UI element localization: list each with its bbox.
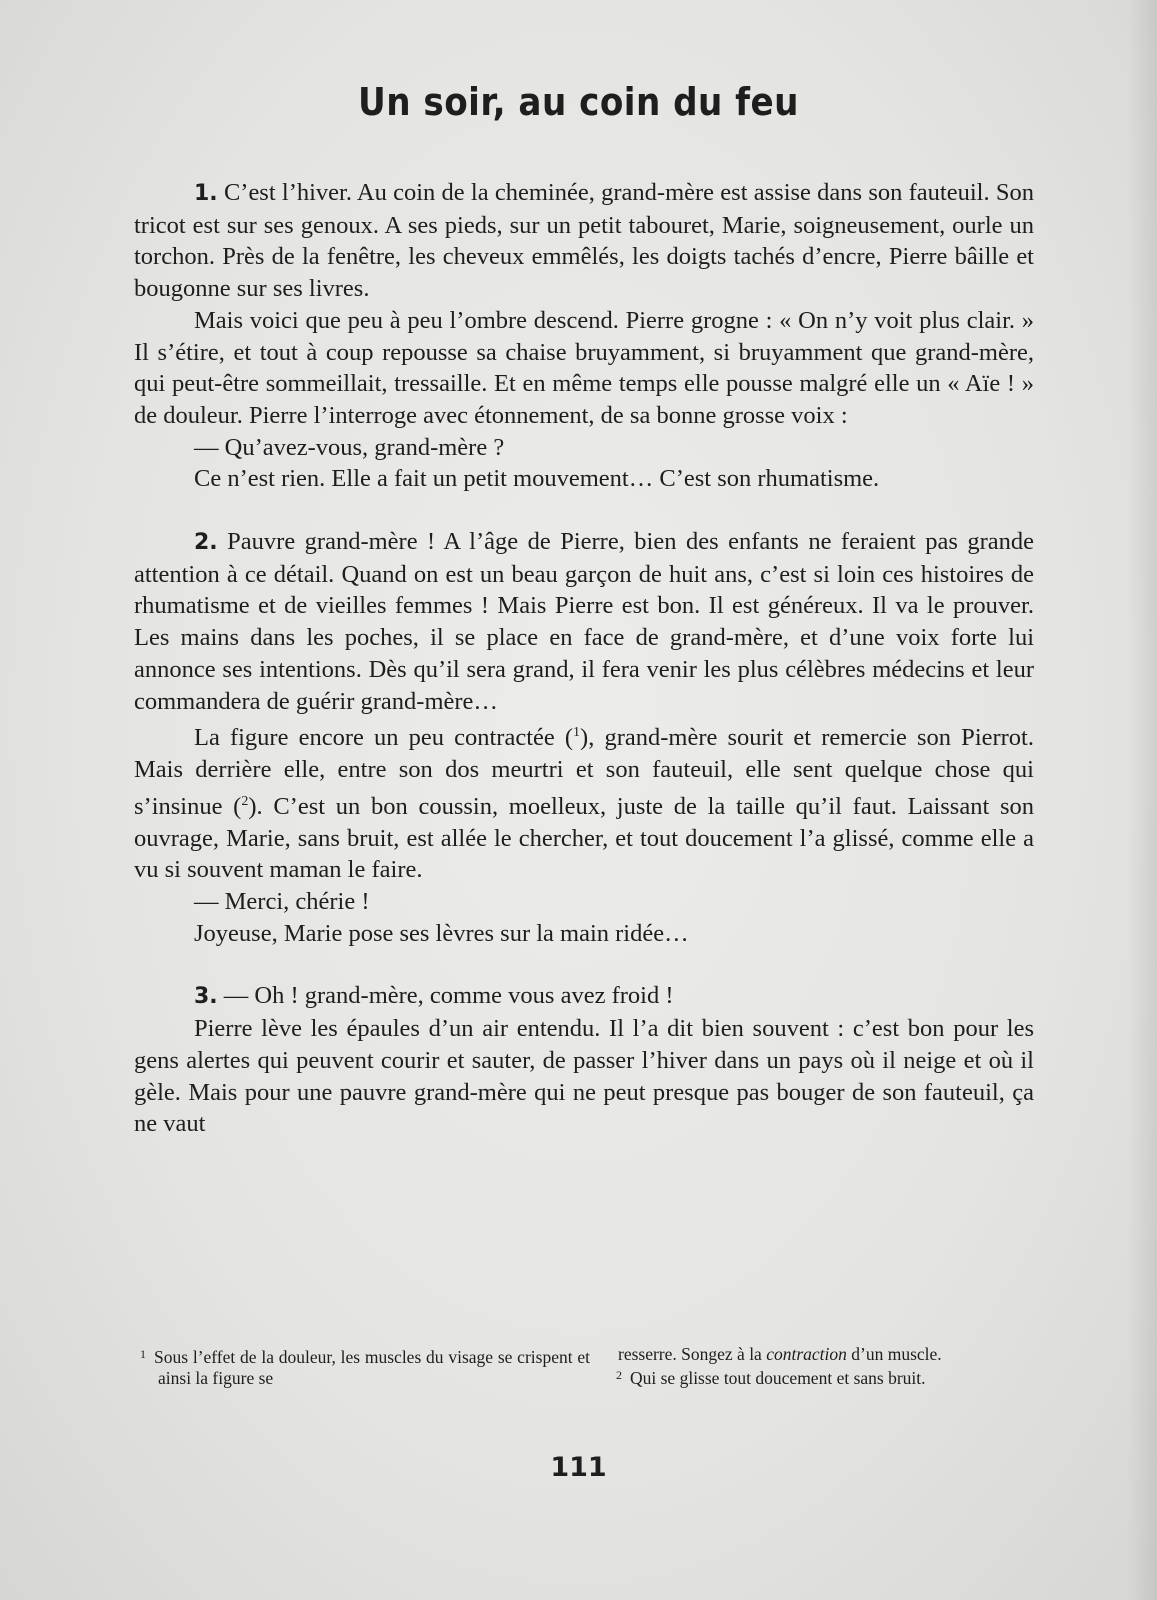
footnote-mark: 2 [616,1368,622,1382]
footnote-text: Sous l’effet de la douleur, les muscles du visage se crispent et ainsi la figure se [154,1347,590,1388]
page-title: Un soir, au coin du feu [358,80,799,124]
footnote-text: Qui se glisse tout doucement et sans bruit. [630,1368,926,1388]
page-edge-shadow [1127,0,1157,1600]
page-number: 111 [550,1452,607,1483]
section-3-paragraph-2: Pierre lève les épaules d’un air entendu. Il l’a dit bien souvent : c’est bon pour les gens alertes qui peuvent courir et sauter, de passer l’hiver dans un pays où il neige et où il gèle. Mais pour une pauvre grand-mère qui ne peut presque pas bouger de son fauteuil, ça ne vaut [134,1015,1034,1138]
section-1-paragraph-4: Ce n’est rien. Elle a fait un petit mouvement… C’est son rhumatisme. [194,465,880,493]
section-2-dialogue: — Merci, chérie ! [194,888,370,916]
section-2-paragraph-4: Joyeuse, Marie pose ses lèvres sur la main ridée… [194,919,689,947]
section-number: 3. [194,984,218,1010]
footnotes-right-column [618,1344,1044,1389]
footnote-1-part-2: resserre. Songez à la contraction d’un muscle. [618,1344,942,1364]
footnote-ref-2: 2 [241,793,249,809]
paragraph-text: La figure encore un peu contractée ( [194,724,574,752]
footnote-1-part-1 [136,1344,590,1389]
paragraph-text: Pauvre grand-mère ! A l’âge de Pierre, bien des enfants ne feraient pas grande attention à ce détail. Quand on est un beau garçon de huit ans, c’est si loin ces histoires de rhumatisme et de vieilles femmes ! Mais Pierre est bon. Il est généreux. Il va le prouver. Les mains dans les poches, il se place en face de grand-mère, et d’une voix forte lui annonce ses intentions. Dès qu’il sera grand, il fera venir les plus célèbres médecins et leur commandera de guérir grand-mère… [134,528,1034,715]
section-1-paragraph-2: Mais voici que peu à peu l’ombre descend. Pierre grogne : « On n’y voit plus clair. » Il s’étire, et tout à coup repousse sa chaise bruyamment, si bruyamment que grand-mère, qui peut-être sommeillait, tressaille. Et en même temps elle pousse malgré elle un « Aïe ! » de douleur. Pierre l’interroge avec étonnement, de sa bonne grosse voix : [134,306,1034,429]
footnote-mark: 1 [140,1347,146,1361]
section-number: 1. [194,181,218,206]
main-text [134,177,1034,1140]
section-1-paragraph-1 [134,177,1034,305]
paragraph-text: — Oh ! grand-mère, comme vous avez froid ! [223,982,674,1010]
paragraph-text: ), grand-mère sourit et remercie son Pierrot. Mais derrière elle, entre son dos meurtri et son fauteuil, elle sent quelque chose qui s’insinue ( [134,724,1034,820]
section-2-paragraph-2 [134,717,1034,886]
footnote-ref-1: 1 [573,725,581,741]
section-3-dialogue [134,980,1034,1013]
section-2-paragraph-1 [134,526,1034,717]
footnote-emphasis: contraction [766,1344,847,1364]
paragraph-text: ). C’est un bon coussin, moelleux, juste de la taille qu’il faut. Laissant son ouvrage, Marie, sans bruit, est allée le chercher, et tout doucement l’a glissé, comme elle a vu si souvent maman le faire. [134,792,1034,884]
footnote-2 [618,1365,1044,1389]
paragraph-text: C’est l’hiver. Au coin de la cheminée, grand-mère est assise dans son fauteuil. Son tricot est sur ses genoux. A ses pieds, sur un petit tabouret, Marie, soigneusement, ourle un torchon. Près de la fenêtre, les cheveux emmêlés, les doigts tachés d’encre, Pierre bâille et bougonne sur ses livres. [134,179,1034,303]
section-number: 2. [194,530,218,556]
section-1-dialogue: — Qu’avez-vous, grand-mère ? [194,433,505,461]
